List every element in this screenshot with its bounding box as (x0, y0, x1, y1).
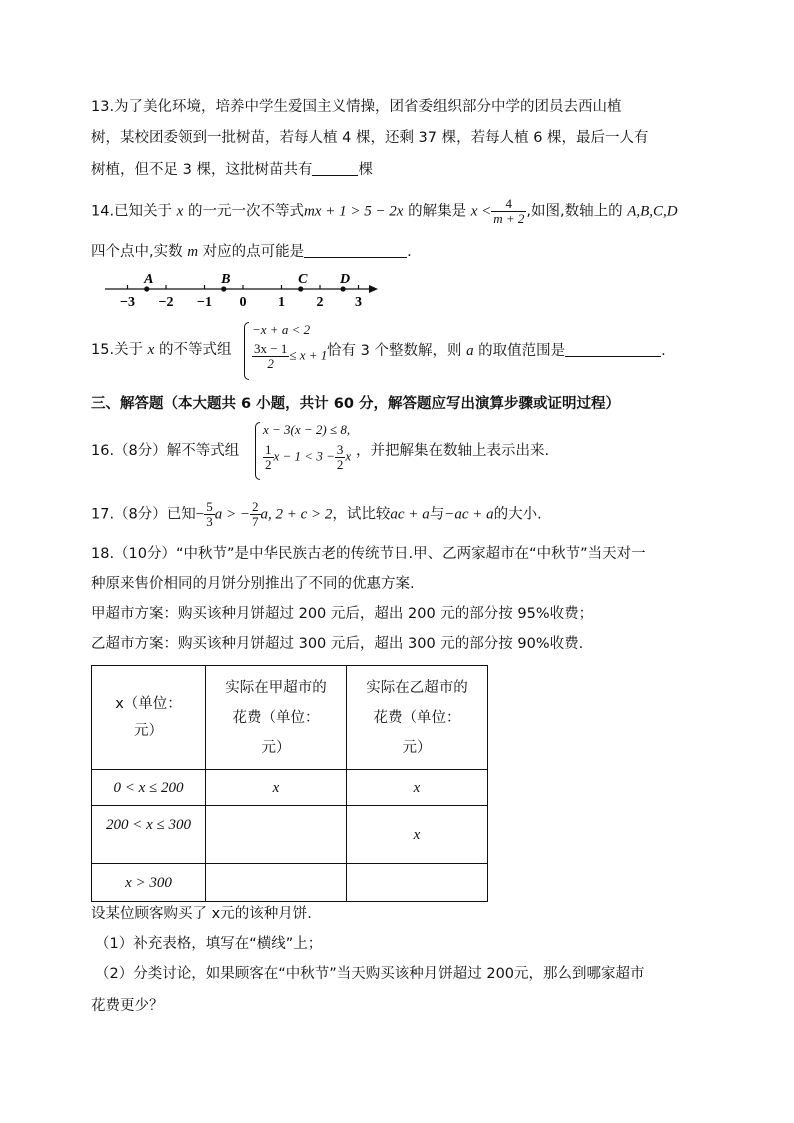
q15-suffix (327, 340, 666, 361)
q13-line1: 13.为了美化环境，培养中学生爱国主义情操，团省委组织部分中学的团员去西山植 (91, 99, 622, 115)
q15-suffix2: 的取值范围是 (473, 343, 566, 359)
q17-frac-5-3: $\frac{5}{3}$ (206, 499, 213, 529)
number-line-point-label: B (221, 272, 231, 287)
q15-mid: 的不等式组 (154, 342, 232, 358)
table-cell-jia-blank[interactable] (206, 806, 347, 864)
table-cell-jia: x (206, 770, 347, 806)
q16-suffix: ，并把解集在数轴上表示出来. (356, 443, 550, 459)
q18-line2: 种原来售价相同的月饼分别推出了不同的优惠方案. (91, 576, 415, 592)
q14-solution-fraction: $\frac{4}{m + 2}$ (493, 196, 525, 226)
header-x-line1: x（单位： (115, 695, 182, 712)
q13-line2: 树，某校团委领到一批树苗，若每人植 4 棵，还剩 37 棵，若每人植 6 棵，最后一人有 (91, 130, 649, 146)
q17-line: 17.（8分）已知− $\frac{5}{3}$ a > − $\frac{2}{7}$ a, 2 + c > 2，试比较ac + a与−ac + a的大小. (91, 499, 542, 529)
number-line-tick-label: 3 (355, 295, 362, 310)
q13-unit: 棵 (358, 162, 373, 178)
header-x-line2: 元） (134, 722, 163, 739)
table-cell-yi: x (347, 806, 488, 864)
q15-prefix: 15.关于 (91, 342, 148, 358)
table-row (92, 864, 488, 902)
q18-after1: 设某位顾客购买了 x元的该种月饼. (91, 906, 312, 922)
q14-line1 (91, 197, 678, 226)
q18-part2-cont: 花费更少？ (91, 998, 164, 1014)
number-line-point-label: A (144, 272, 154, 287)
q15-var-x: x (147, 342, 155, 358)
q15-ineq1: −x + a < 2 (252, 322, 311, 337)
number-line-tick-label: 2 (316, 295, 324, 310)
q14-line2 (91, 241, 412, 262)
number-line-point (298, 286, 303, 291)
q18-line4: 乙超市方案：购买该种月饼超过 300 元后，超出 300 元的部分按 90%收费. (91, 636, 584, 652)
q14-line2-text: 四个点中,实数 (91, 244, 188, 260)
q18-part1: （1）补充表格，填写在“横线”上； (95, 936, 323, 952)
q16-frac-half: $\frac{1}{2}$ (265, 442, 272, 472)
table-row (92, 770, 488, 806)
table-cell-yi: x (347, 770, 488, 806)
q15-answer-blank[interactable] (565, 340, 661, 357)
q16-ineq1: x − 3(x − 2) ≤ 8, (263, 422, 351, 437)
table-header-row (92, 666, 488, 770)
q13-line3-text: 树植，但不足 3 棵，这批树苗共有 (91, 162, 313, 178)
number-line-tick-label: −2 (158, 295, 174, 310)
q15-var-a: a (466, 343, 474, 359)
q18-line1: 18.（10分）“中秋节”是中华民族古老的传统节日.甲、乙两家超市在“中秋节”当天对一 (91, 546, 646, 562)
q14-var-x: x (176, 203, 184, 220)
q17-mid2: 与 (429, 506, 445, 523)
number-line-tick-label: −1 (197, 295, 212, 310)
q16-prefix: 16.（8分）解不等式组 (91, 443, 240, 459)
table-cell-jia-blank[interactable] (206, 864, 347, 902)
table-row (92, 806, 488, 864)
number-line-point (144, 286, 149, 291)
number-line-point (221, 286, 226, 291)
number-line-tick-label: −3 (120, 295, 135, 310)
q15-end: . (661, 343, 666, 359)
q16-frac-three-halves: $\frac{3}{2}$ (336, 442, 344, 472)
q17-prefix: 17.（8分）已知 (91, 506, 196, 523)
q16-system-brace (255, 422, 260, 480)
q14-points: A,B,C,D (627, 203, 678, 220)
q15-system-brace (244, 322, 249, 380)
number-line-point-label: C (298, 272, 308, 287)
q14-mid1: 的一元一次不等式 (183, 203, 304, 220)
number-line-figure (100, 268, 390, 312)
q15-ineq2: $\frac{3x - 1}{2}$ ≤ x + 1 (254, 341, 328, 371)
q16-ineq2: $\frac{1}{2}$ x − 1 < 3 − $\frac{3}{2}$ x (265, 442, 352, 472)
q17-cond-end: a, 2 + c > 2 (260, 506, 333, 523)
q15-suffix1: 恰有 3 个整数解，则 (327, 343, 467, 359)
q14-prefix: 14.已知关于 (91, 203, 177, 220)
q18-part2: （2）分类讨论，如果顾客在“中秋节”当天购买该种月饼超过 200元，那么到哪家超市 (95, 966, 645, 982)
table-cell-range: 0 < x ≤ 200 (92, 770, 206, 806)
table-cell-range: 200 < x ≤ 300 (92, 806, 206, 864)
q17-suffix: 的大小. (493, 506, 542, 523)
table-cell-range: x > 300 (92, 864, 206, 902)
q18-table (91, 665, 488, 902)
q14-mid2: 的解集是 (403, 203, 471, 220)
q15-ineq2-fraction: $\frac{3x - 1}{2}$ (254, 341, 288, 371)
number-line-tick-label: 1 (278, 295, 285, 310)
q17-expr1: ac + a (390, 506, 430, 523)
q17-mid: ，试比较 (332, 506, 391, 523)
q14-line2-end: . (407, 244, 412, 260)
q18-line3: 甲超市方案：购买该种月饼超过 200 元后，超出 200 元的部分按 95%收费； (91, 606, 594, 622)
q13-answer-blank[interactable] (312, 159, 358, 176)
number-line-arrow (369, 285, 378, 293)
number-line-point (341, 286, 346, 291)
q15-line (91, 340, 231, 360)
q14-var-m: m (187, 244, 199, 260)
section-3-heading: 三、解答题（本大题共 6 小题，共计 60 分，解答题应写出演算步骤或证明过程） (91, 396, 620, 412)
q17-cond-mid: a > − (214, 506, 251, 523)
table-header-x (92, 666, 206, 770)
table-cell-yi-blank[interactable] (347, 864, 488, 902)
q14-mid3: ,如图,数轴上的 (526, 203, 628, 220)
q14-answer-blank[interactable] (304, 241, 407, 258)
number-line-point-label: D (340, 272, 351, 287)
q14-line2-text2: 对应的点可能是 (198, 244, 305, 260)
q14-inequality: mx + 1 > 5 − 2x (303, 203, 404, 220)
table-header-jia: 实际在甲超市的 花费（单位： 元） (206, 666, 347, 770)
q17-expr2: −ac + a (444, 506, 494, 523)
q13-line3 (91, 159, 373, 180)
q17-frac-2-7: $\frac{2}{7}$ (252, 499, 259, 529)
table-header-yi: 实际在乙超市的 花费（单位： 元） (347, 666, 488, 770)
q14-solution-lhs: x < (470, 203, 492, 220)
number-line-tick-label: 0 (239, 295, 247, 310)
